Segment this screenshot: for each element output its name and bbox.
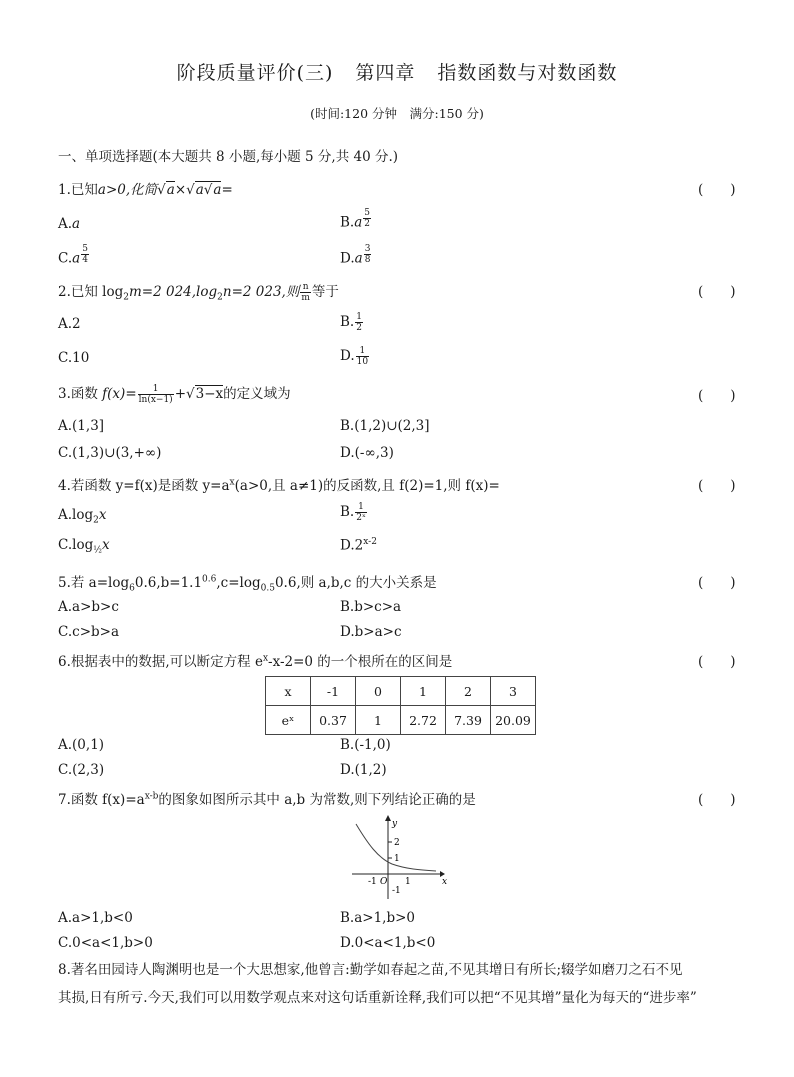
q4-option-b: B. $\frac{1}{\text{2ˣ}}$ bbox=[340, 502, 366, 523]
table-cell: 20.09 bbox=[491, 706, 536, 735]
q2-option-c: C.10 bbox=[58, 350, 90, 366]
q1-option-c: C.a $^{\frac{5}{4}}$ bbox=[58, 244, 88, 267]
page-title bbox=[0, 58, 794, 85]
answer-blank-4: ( ) bbox=[698, 478, 736, 494]
q7-option-d: D.0<a<1,b<0 bbox=[340, 935, 436, 951]
table-cell: 1 bbox=[401, 677, 446, 706]
question-7-stem: 7.函数 $f(x)=a^{x-b}$的图象如图所示其中 a,b 为常数,则下列结论正确的是 bbox=[58, 791, 476, 808]
q3-option-b: B.(1,2)∪(2,3] bbox=[340, 418, 430, 434]
question-8-stem bbox=[58, 956, 748, 1012]
y-axis-arrow-icon bbox=[385, 815, 391, 821]
q4-option-d: D.2$^{x-2}$ bbox=[340, 537, 377, 554]
answer-blank-5: ( ) bbox=[698, 575, 736, 591]
q1-option-b: B.a $^{\frac{5}{2}}$ bbox=[340, 208, 371, 231]
q6-option-c: C.(2,3) bbox=[58, 762, 105, 778]
table-row bbox=[266, 706, 536, 735]
answer-blank-2: ( ) bbox=[698, 284, 736, 300]
y-tick-label-2: 2 bbox=[394, 838, 400, 848]
q7-option-c: C.0<a<1,b>0 bbox=[58, 935, 153, 951]
q1-option-d: D.a $^{\frac{3}{8}}$ bbox=[340, 244, 371, 267]
q2-option-d: D. $\frac{1}{10}$ bbox=[340, 346, 369, 367]
q7-option-b: B.a>1,b>0 bbox=[340, 910, 415, 926]
function-graph bbox=[348, 814, 448, 904]
x-axis-label: x bbox=[442, 877, 448, 887]
q3-option-a: A.(1,3] bbox=[58, 418, 105, 434]
answer-blank-1: ( ) bbox=[698, 182, 736, 198]
table-cell: 3 bbox=[491, 677, 536, 706]
question-2-stem: 2.已知 $\log_2m=2$ $024,\log_2n=2$ 023,则 $\frac{n}{m}$ 等于 bbox=[58, 282, 339, 303]
question-5-stem: 5.若 $a=\log_60.6,b=1.1^{0.6},c=\log_{0.5}0.6$,则 a,b,c 的大小关系是 bbox=[58, 574, 437, 594]
answer-blank-3: ( ) bbox=[698, 388, 736, 404]
table-cell: 0.37 bbox=[311, 706, 356, 735]
q2-option-b: B. $\frac{1}{2}$ bbox=[340, 312, 362, 333]
table-cell: -1 bbox=[311, 677, 356, 706]
table-cell: 2.72 bbox=[401, 706, 446, 735]
y-tick-label-1: 1 bbox=[394, 854, 400, 864]
title-part-3: 指数函数与对数函数 bbox=[437, 62, 618, 84]
value-table bbox=[265, 676, 536, 735]
table-cell: 1 bbox=[356, 706, 401, 735]
table-cell: x bbox=[266, 677, 311, 706]
title-part-1: 阶段质量评价(三) bbox=[176, 62, 334, 84]
origin-label: O bbox=[380, 877, 388, 887]
question-3-stem: 3.函数 f(x)= $\frac{1}{\ln(x-1)}$ +√3−x的定义域为 bbox=[58, 384, 291, 405]
y-axis-label: y bbox=[392, 819, 398, 829]
table-cell: eˣ bbox=[266, 706, 311, 735]
q3-option-d: D.(-∞,3) bbox=[340, 445, 394, 461]
q5-option-d: D.b>a>c bbox=[340, 624, 402, 640]
table-row bbox=[266, 677, 536, 706]
q6-option-a: A.(0,1) bbox=[58, 737, 105, 753]
q6-option-b: B.(-1,0) bbox=[340, 737, 391, 753]
q4-option-a: $A.\log_2x$ bbox=[58, 507, 107, 526]
question-4-stem: 4.若函数 y=f(x)是函数 $y=a^x(a>0$,且 a≠1)的反函数,且 f(2)=1,则 f(x)= bbox=[58, 477, 500, 494]
section-heading: 一、单项选择题(本大题共 8 小题,每小题 5 分,共 40 分.) bbox=[58, 149, 399, 165]
answer-blank-6: ( ) bbox=[698, 654, 736, 670]
q7-option-a: A.a>1,b<0 bbox=[58, 910, 133, 926]
exam-info: (时间:120 分钟 满分:150 分) bbox=[310, 106, 484, 121]
table-cell: 7.39 bbox=[446, 706, 491, 735]
question-1-stem: 1.已知a>0,化简√a×√a√a= bbox=[58, 182, 233, 198]
question-6-stem: 6.根据表中的数据,可以断定方程 $e^x-x-2=0$ 的一个根所在的区间是 bbox=[58, 653, 453, 670]
q5-option-c: C.c>b>a bbox=[58, 624, 120, 640]
q5-option-a: A.a>b>c bbox=[58, 599, 119, 615]
q2-option-a: A.2 bbox=[58, 316, 81, 332]
answer-blank-7: ( ) bbox=[698, 792, 736, 808]
q5-option-b: B.b>c>a bbox=[340, 599, 402, 615]
question-8-line-2: 其损,日有所亏.今天,我们可以用数学观点来对这句话重新诠释,我们可以把“不见其增”量化为每天的“进步率” bbox=[58, 990, 697, 1006]
q4-option-c: $C.\log_{\frac{1}{2}}x$ bbox=[58, 537, 110, 556]
question-8-line-1: 8.著名田园诗人陶渊明也是一个大思想家,他曾言:勤学如春起之苗,不见其增日有所长;辍学如磨刀之石不见 bbox=[58, 962, 683, 978]
q3-option-c: C.(1,3)∪(3,+∞) bbox=[58, 445, 162, 461]
table-cell: 0 bbox=[356, 677, 401, 706]
y-tick-label-neg1: -1 bbox=[392, 886, 401, 896]
table-cell: 2 bbox=[446, 677, 491, 706]
title-part-2: 第四章 bbox=[355, 62, 416, 84]
x-tick-label-neg1: -1 bbox=[368, 877, 377, 887]
q6-option-d: D.(1,2) bbox=[340, 762, 387, 778]
x-tick-label-1: 1 bbox=[405, 877, 411, 887]
q1-option-a: A.a bbox=[58, 216, 81, 232]
